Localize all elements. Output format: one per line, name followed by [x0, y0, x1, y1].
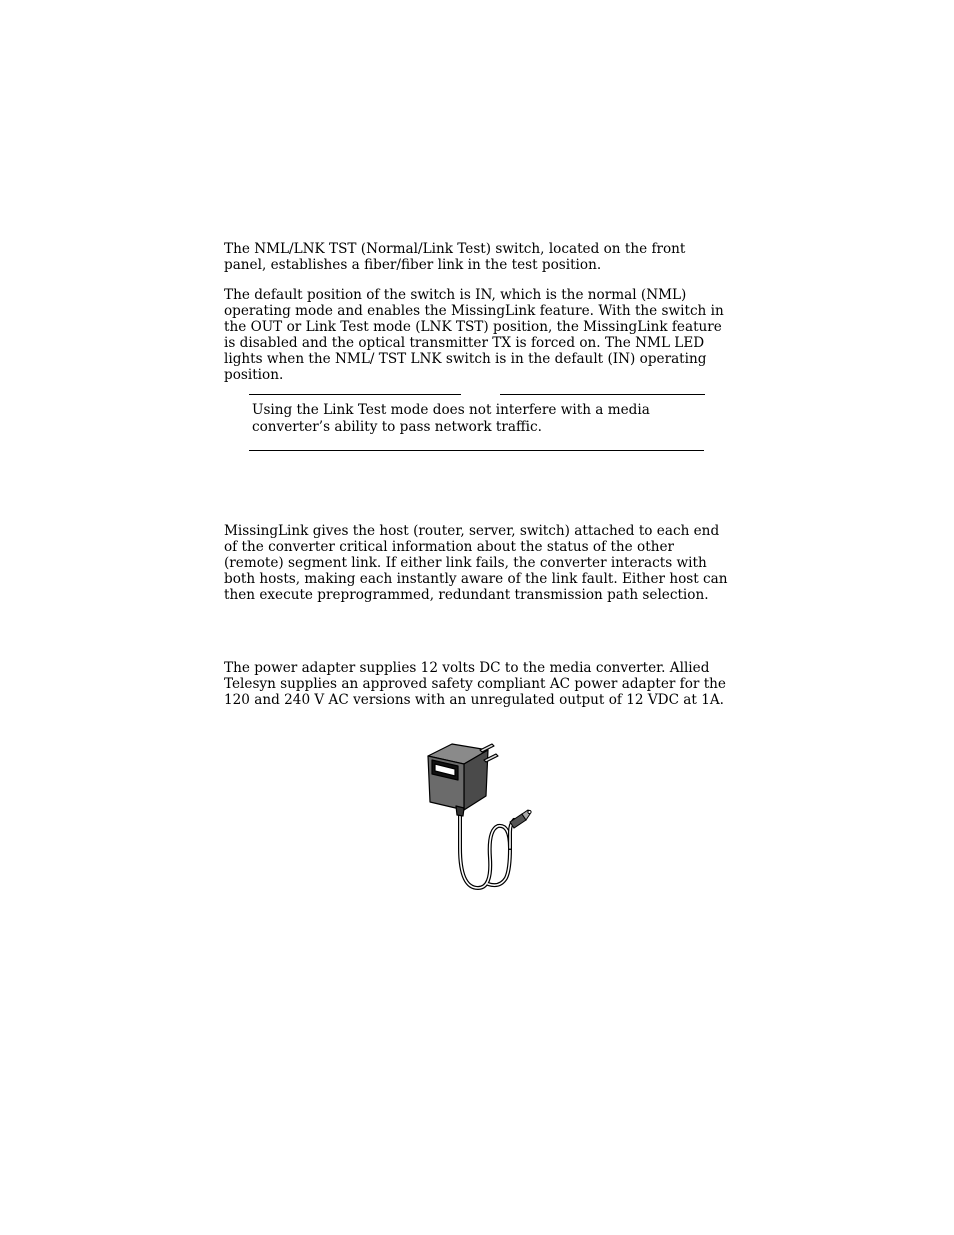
power-adapter-icon	[418, 738, 534, 894]
note-text: Using the Link Test mode does not interfere with a media converter’s ability to pass network traffic.	[252, 402, 650, 435]
nml-lnk-paragraph-2: The default position of the switch is IN, which is the normal (NML) operating mode and enables the MissingLink feature. With the switch in the OUT or Link Test mode (LNK TST) position, the MissingLink feature is disabled and the optical transmitter TX is forced on. The NML LED lights when the NML/ TST LNK switch is in the default (IN) operating position.	[224, 287, 724, 383]
power-adapter-paragraph: The power adapter supplies 12 volts DC to the media converter. Allied Telesyn supplies an approved safety compliant AC power adapter for the 120 and 240 V AC versions with an unregulated output of 12 VDC at 1A.	[224, 660, 726, 708]
missinglink-paragraph: MissingLink gives the host (router, server, switch) attached to each end of the converter critical information about the status of the other (remote) segment link. If either link fails, the converter interacts with both hosts, making each instantly aware of the link fault. Either host can then execute preprogrammed, redundant transmission path selection.	[224, 523, 728, 603]
nml-lnk-paragraph-1: The NML/LNK TST (Normal/Link Test) switch, located on the front panel, establishes a fiber/fiber link in the test position.	[224, 241, 686, 273]
note-bottom-rule	[249, 450, 704, 451]
note-top-rule-right	[500, 394, 705, 395]
note-top-rule-left	[249, 394, 461, 395]
